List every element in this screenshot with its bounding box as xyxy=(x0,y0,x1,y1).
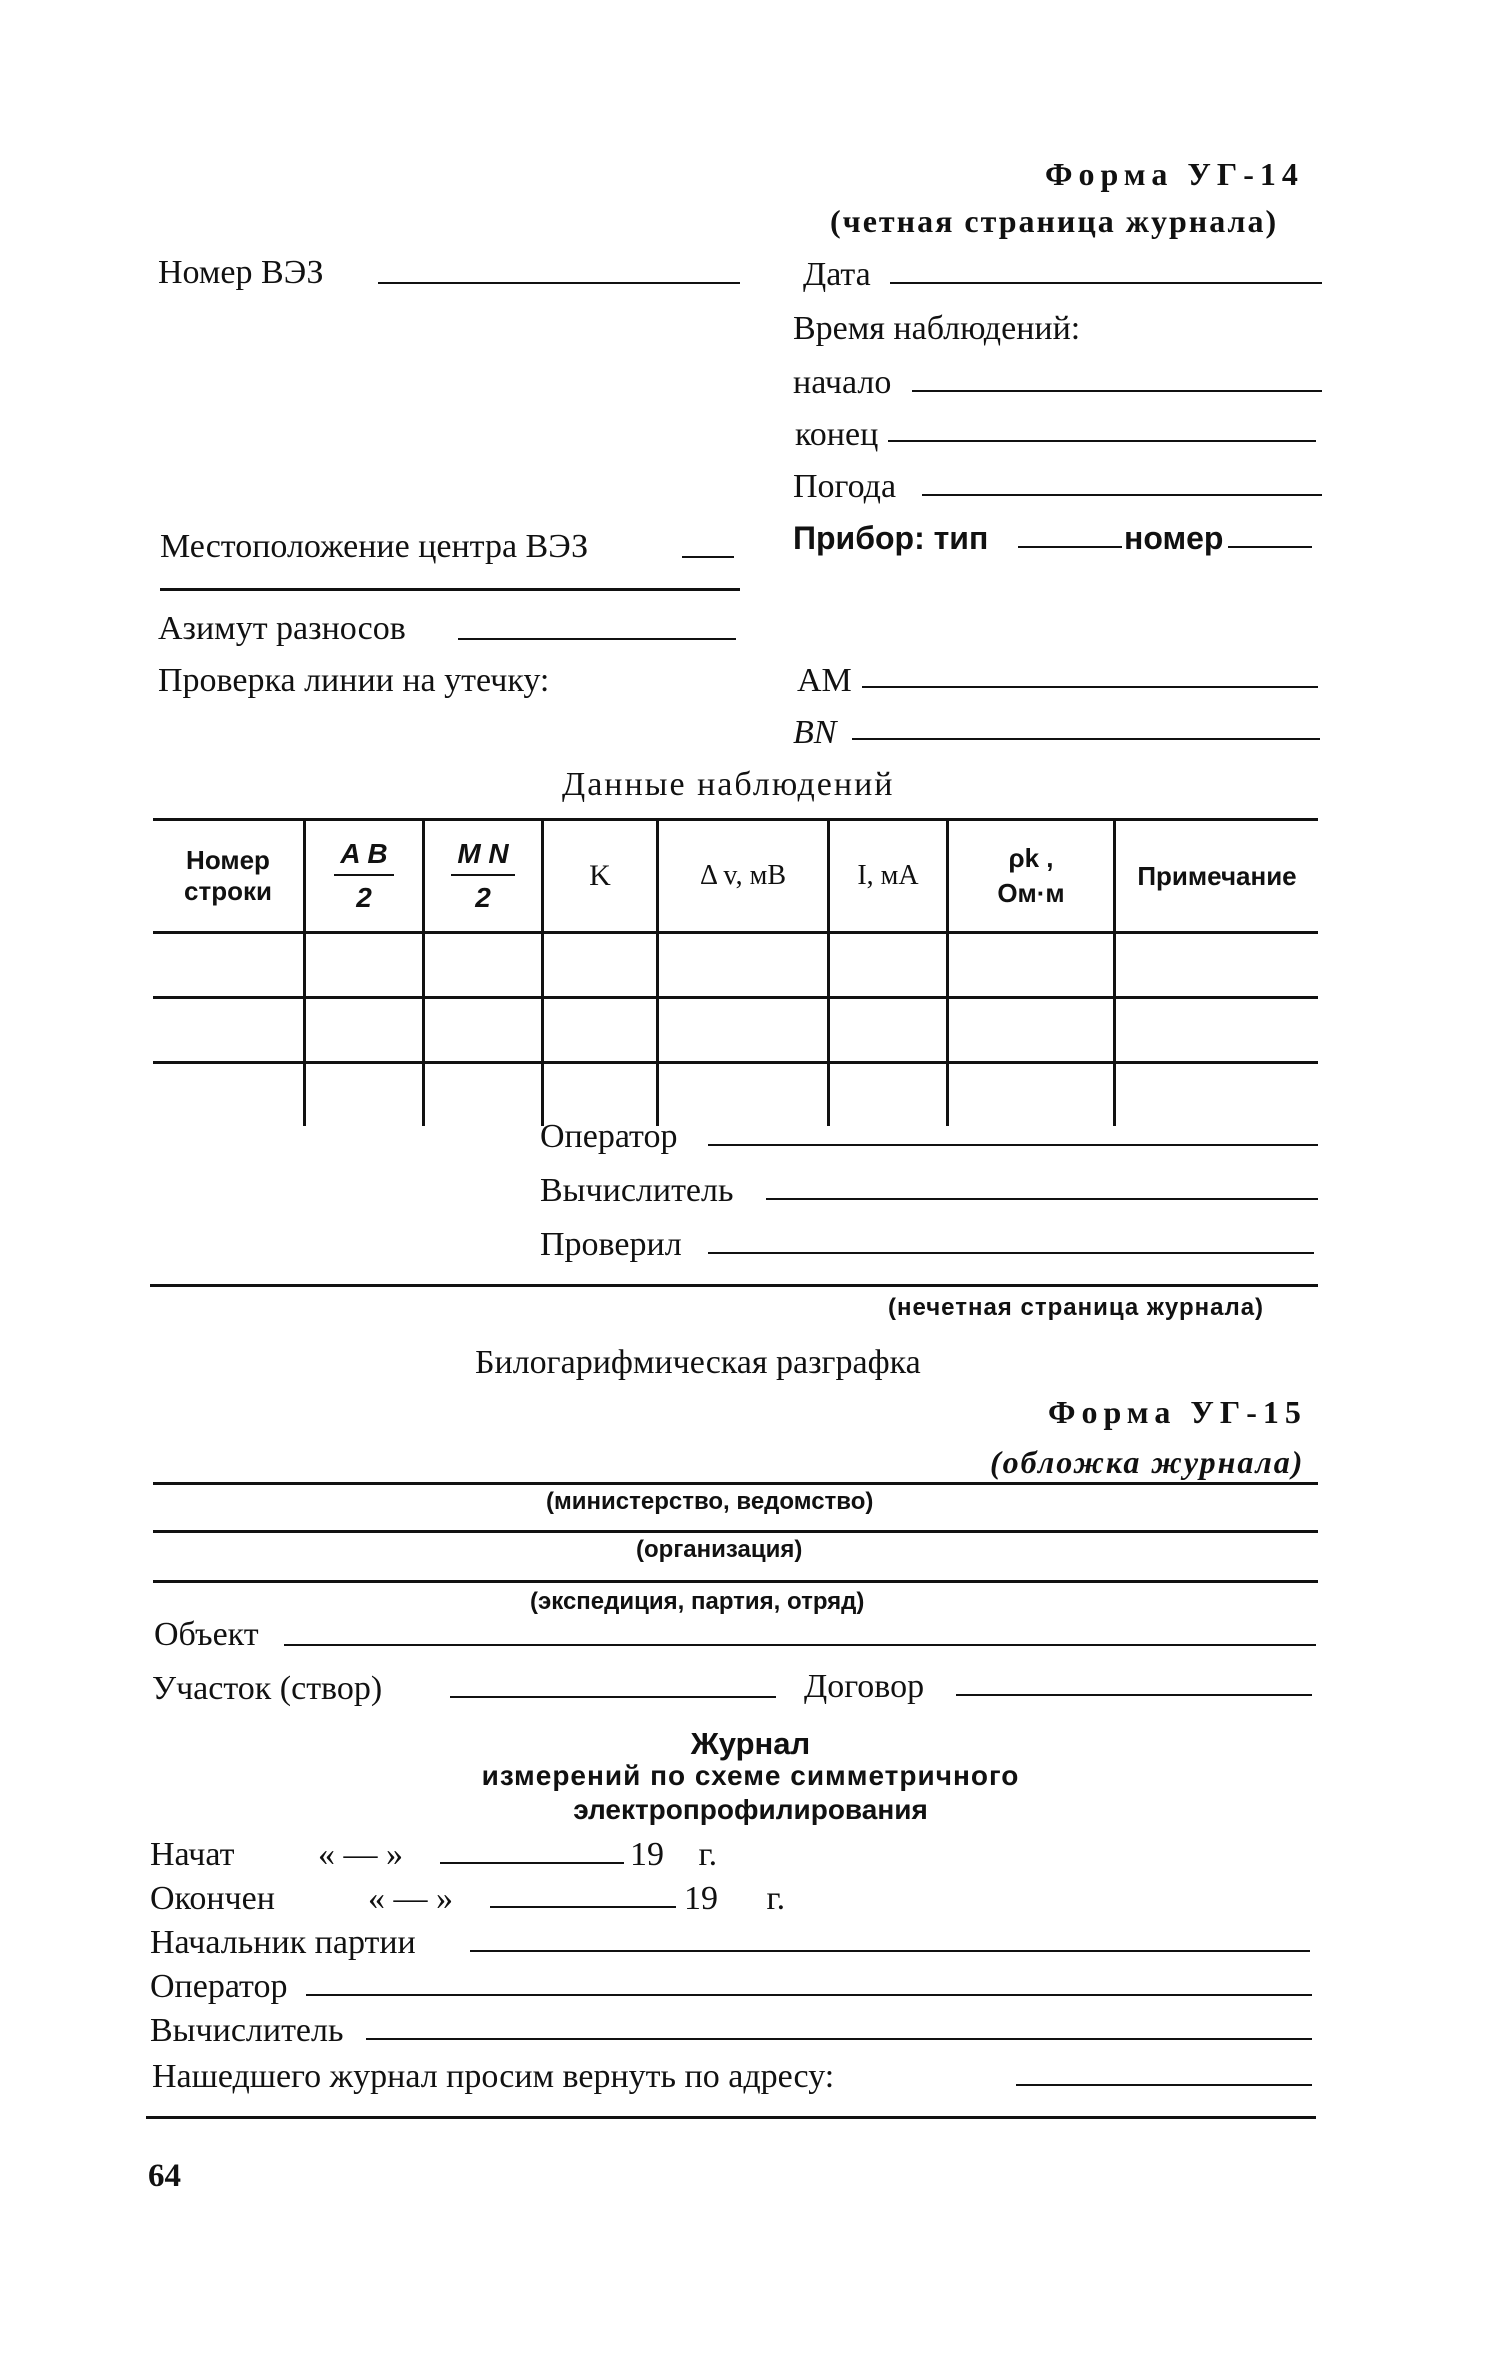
table-cell[interactable] xyxy=(658,998,829,1063)
cover-operator-label: Оператор xyxy=(150,1968,288,2005)
col-delta-v: Δ v, мВ xyxy=(658,820,829,933)
col-mn-numerator: M N xyxy=(451,838,514,876)
spread-azimuth-label: Азимут разносов xyxy=(158,610,406,647)
table-cell[interactable] xyxy=(305,933,424,998)
table-row xyxy=(153,1063,1318,1127)
finished-date-field[interactable]: « — » xyxy=(368,1880,453,1917)
table-cell[interactable] xyxy=(424,998,543,1063)
vez-number-field[interactable] xyxy=(378,282,740,284)
table-cell[interactable] xyxy=(543,1063,658,1127)
end-label: конец xyxy=(795,416,879,453)
table-cell[interactable] xyxy=(948,998,1115,1063)
table-cell[interactable] xyxy=(948,1063,1115,1127)
ug15-form-subtitle: (обложка журнала) xyxy=(990,1444,1305,1480)
obs-time-label: Время наблюдений: xyxy=(793,310,1081,347)
col-note: Примечание xyxy=(1115,820,1319,933)
vez-center-location-field[interactable] xyxy=(682,556,734,558)
ministry-caption: (министерство, ведомство) xyxy=(546,1488,874,1515)
operator-label: Оператор xyxy=(540,1118,678,1155)
expedition-line[interactable] xyxy=(153,1580,1318,1583)
checked-field[interactable] xyxy=(708,1252,1314,1254)
table-cell[interactable] xyxy=(153,1063,305,1127)
leak-check-label: Проверка линии на утечку: xyxy=(158,662,550,699)
vez-center-location-line[interactable] xyxy=(160,588,740,591)
object-label: Объект xyxy=(154,1616,259,1653)
table-cell[interactable] xyxy=(829,933,948,998)
col-ab-numerator: A B xyxy=(334,838,393,876)
date-label: Дата xyxy=(803,256,871,293)
table-cell[interactable] xyxy=(1115,1063,1319,1127)
spread-azimuth-field[interactable] xyxy=(458,638,736,640)
vez-center-location-label: Местоположение центра ВЭЗ xyxy=(160,528,589,565)
section-divider xyxy=(150,1284,1318,1287)
ug14-form-title: Форма УГ-14 xyxy=(1045,156,1304,192)
table-header-row xyxy=(153,820,1318,933)
finished-label: Окончен xyxy=(150,1880,275,1917)
table-cell[interactable] xyxy=(543,998,658,1063)
return-address-line[interactable] xyxy=(146,2116,1316,2119)
return-note: Нашедшего журнал просим вернуть по адресу: xyxy=(152,2058,835,2095)
col-ab-denominator: 2 xyxy=(356,882,372,913)
page-number: 64 xyxy=(148,2158,181,2194)
object-field[interactable] xyxy=(284,1644,1316,1646)
ug15-form-title: Форма УГ-15 xyxy=(1048,1394,1307,1430)
instrument-type-field[interactable] xyxy=(1018,546,1122,548)
table-cell[interactable] xyxy=(1115,933,1319,998)
col-current: I, мА xyxy=(829,820,948,933)
table-cell[interactable] xyxy=(153,933,305,998)
am-label: AM xyxy=(797,662,852,699)
cover-calculator-field[interactable] xyxy=(366,2038,1312,2040)
bilog-grid-label: Билогарифмическая разграфка xyxy=(475,1344,921,1381)
instrument-number-label: номер xyxy=(1124,520,1224,556)
vez-number-label: Номер ВЭЗ xyxy=(158,254,324,291)
started-date-field[interactable]: « — » xyxy=(318,1836,403,1873)
return-address-field[interactable] xyxy=(1016,2084,1312,2086)
table-cell[interactable] xyxy=(305,1063,424,1127)
checked-label: Проверил xyxy=(540,1226,682,1263)
table-cell[interactable] xyxy=(948,933,1115,998)
party-chief-field[interactable] xyxy=(470,1950,1310,1952)
col-k: K xyxy=(543,820,658,933)
weather-label: Погода xyxy=(793,468,897,505)
table-cell[interactable] xyxy=(829,998,948,1063)
observation-table xyxy=(153,818,1318,1126)
weather-field[interactable] xyxy=(922,494,1322,496)
obs-data-title: Данные наблюдений xyxy=(562,766,895,803)
started-month-field[interactable] xyxy=(440,1862,624,1864)
start-field[interactable] xyxy=(912,390,1322,392)
instrument-number-field[interactable] xyxy=(1228,546,1312,548)
journal-title-line-2: измерений по схеме симметричного xyxy=(481,1760,1020,1791)
col-mn-half xyxy=(424,820,543,933)
table-cell[interactable] xyxy=(424,1063,543,1127)
cover-operator-field[interactable] xyxy=(306,1994,1312,1996)
contract-field[interactable] xyxy=(956,1694,1312,1696)
calculator-field[interactable] xyxy=(766,1198,1318,1200)
table-cell[interactable] xyxy=(658,1063,829,1127)
table-row xyxy=(153,998,1318,1063)
col-row-number: Номер строки xyxy=(153,820,305,933)
operator-field[interactable] xyxy=(708,1144,1318,1146)
odd-page-caption: (нечетная страница журнала) xyxy=(888,1294,1265,1321)
organization-line[interactable] xyxy=(153,1530,1318,1533)
finished-year: 19 г. xyxy=(684,1880,786,1917)
col-rho-unit: Ом·м xyxy=(997,878,1065,908)
table-cell[interactable] xyxy=(658,933,829,998)
table-cell[interactable] xyxy=(305,998,424,1063)
instrument-type-label: Прибор: тип xyxy=(793,520,989,556)
ug14-form-subtitle: (четная страница журнала) xyxy=(830,203,1279,239)
table-cell[interactable] xyxy=(543,933,658,998)
table-row xyxy=(153,933,1318,998)
ministry-line[interactable] xyxy=(153,1482,1318,1485)
col-mn-denominator: 2 xyxy=(475,882,491,913)
journal-title-line-3: электропрофилирования xyxy=(573,1794,928,1825)
am-field[interactable] xyxy=(862,686,1318,688)
table-cell[interactable] xyxy=(153,998,305,1063)
party-chief-label: Начальник партии xyxy=(150,1924,416,1961)
journal-title-line-1: Журнал xyxy=(690,1726,811,1761)
site-label: Участок (створ) xyxy=(152,1670,383,1707)
end-field[interactable] xyxy=(888,440,1316,442)
expedition-caption: (экспедиция, партия, отряд) xyxy=(530,1588,865,1615)
date-field[interactable] xyxy=(890,282,1322,284)
started-year: 19 г. xyxy=(630,1836,718,1873)
start-label: начало xyxy=(793,364,892,401)
col-rho xyxy=(948,820,1115,933)
bn-field[interactable] xyxy=(852,738,1320,740)
bn-label: BN xyxy=(793,714,837,751)
col-ab-half xyxy=(305,820,424,933)
organization-caption: (организация) xyxy=(636,1536,803,1563)
finished-month-field[interactable] xyxy=(490,1906,676,1908)
table-cell[interactable] xyxy=(424,933,543,998)
contract-label: Договор xyxy=(804,1668,925,1705)
table-cell[interactable] xyxy=(829,1063,948,1127)
started-label: Начат xyxy=(150,1836,235,1873)
table-cell[interactable] xyxy=(1115,998,1319,1063)
site-field[interactable] xyxy=(450,1696,776,1698)
cover-calculator-label: Вычислитель xyxy=(150,2012,344,2049)
col-rho-symbol: ρk , xyxy=(1008,843,1054,873)
calculator-label: Вычислитель xyxy=(540,1172,734,1209)
